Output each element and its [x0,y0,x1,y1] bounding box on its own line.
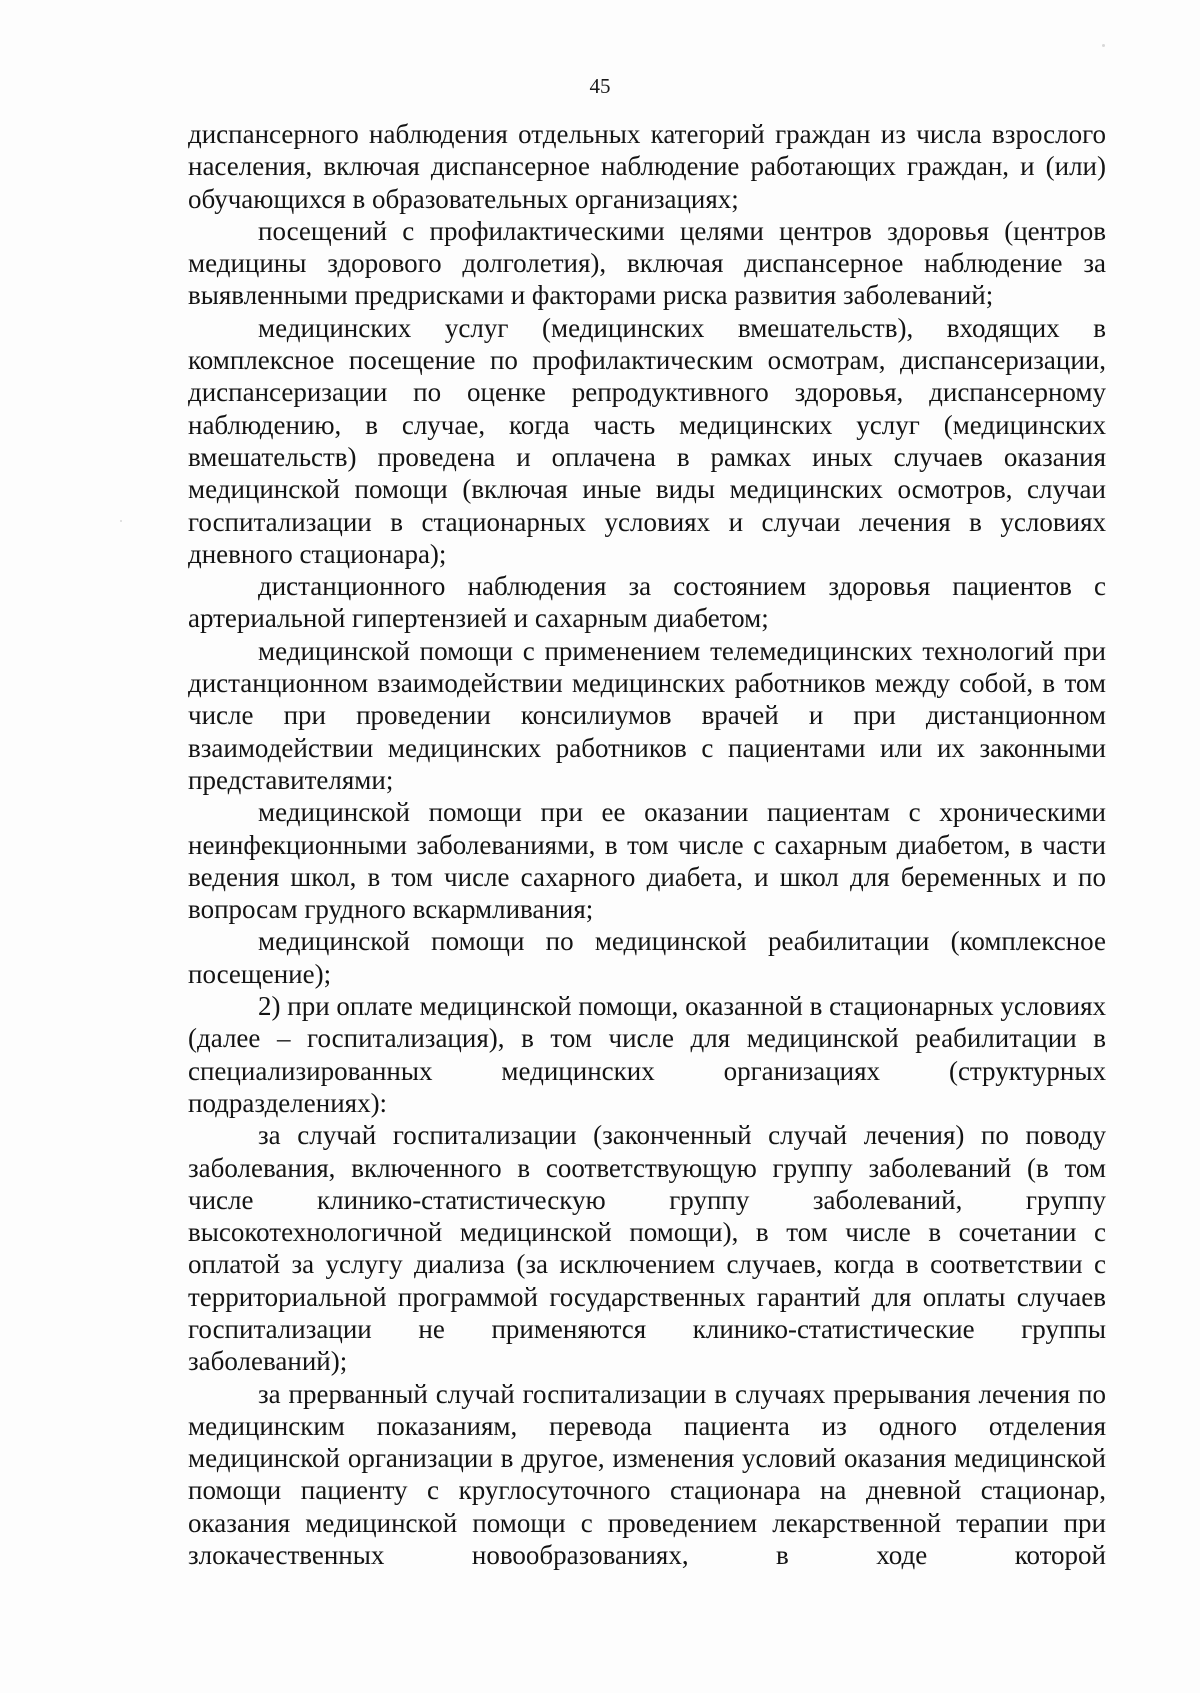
scan-speck [120,520,122,522]
paragraph: диспансерного наблюдения отдельных категорий граждан из числа взрослого населения, включая диспансерное наблюдение работающих граждан, и (или) обучающихся в образовательных организациях; [188,119,1106,214]
paragraph: медицинской помощи с применением телемедицинских технологий при дистанционном взаимодействии медицинских работников между собой, в том числе при проведении консилиумов врачей и при дистанционном взаимодействии медицинских работников с пациентами или их законными представителями; [188,635,1106,795]
paragraph: медицинской помощи по медицинской реабилитации (комплексное посещение); [188,926,1106,989]
document-body [188,118,1106,1571]
scan-speck [1102,44,1105,47]
paragraph: посещений с профилактическими целями центров здоровья (центров медицины здорового долголетия), включая диспансерное наблюдение за выявленными предрисками и факторами риска развития заболеваний; [188,215,1106,311]
paragraph: дистанционного наблюдения за состоянием здоровья пациентов с артериальной гипертензией и сахарным диабетом; [188,571,1106,634]
paragraph: за случай госпитализации (законченный случай лечения) по поводу заболевания, включенного в соответствующую группу заболеваний (в том числе клинико-статистическую группу заболеваний, группу высокотехнологичной медицинской помощи), в том числе в сочетании с оплатой за услугу диализа (за исключением случаев, когда в соответствии с территориальной программой государственных гарантий для оплаты случаев госпитализации не применяются клинико-статистические группы заболеваний); [188,1120,1106,1377]
paragraph: медицинских услуг (медицинских вмешательств), входящих в комплексное посещение по профилактическим осмотрам, диспансеризации, диспансеризации по оценке репродуктивного здоровья, диспансерному наблюдению, в случае, когда часть медицинских услуг (медицинских вмешательств) проведена и оплачена в рамках иных случаев оказания медицинской помощи (включая иные виды медицинских осмотров, случаи госпитализации в стационарных условиях и случаи лечения в условиях дневного стационара); [188,312,1106,569]
paragraph: 2) при оплате медицинской помощи, оказанной в стационарных условиях (далее – госпитализация), в том числе для медицинской реабилитации в специализированных медицинских организациях (структурных подразделениях): [188,991,1106,1118]
page-number: 45 [589,74,611,98]
paragraph: за прерванный случай госпитализации в случаях прерывания лечения по медицинским показаниям, перевода пациента из одного отделения медицинской организации в другое, изменения условий оказания медицинской помощи пациенту с круглосуточного стационара на дневной стационар, оказания медицинской помощи с проведением лекарственной терапии при злокачественных новообразованиях, в ходе которой [188,1378,1106,1571]
paragraph: медицинской помощи при ее оказании пациентам с хроническими неинфекционными заболеваниями, в том числе с сахарным диабетом, в части ведения школ, в том числе сахарного диабета, и школ для беременных и по вопросам грудного вскармливания; [188,797,1106,925]
